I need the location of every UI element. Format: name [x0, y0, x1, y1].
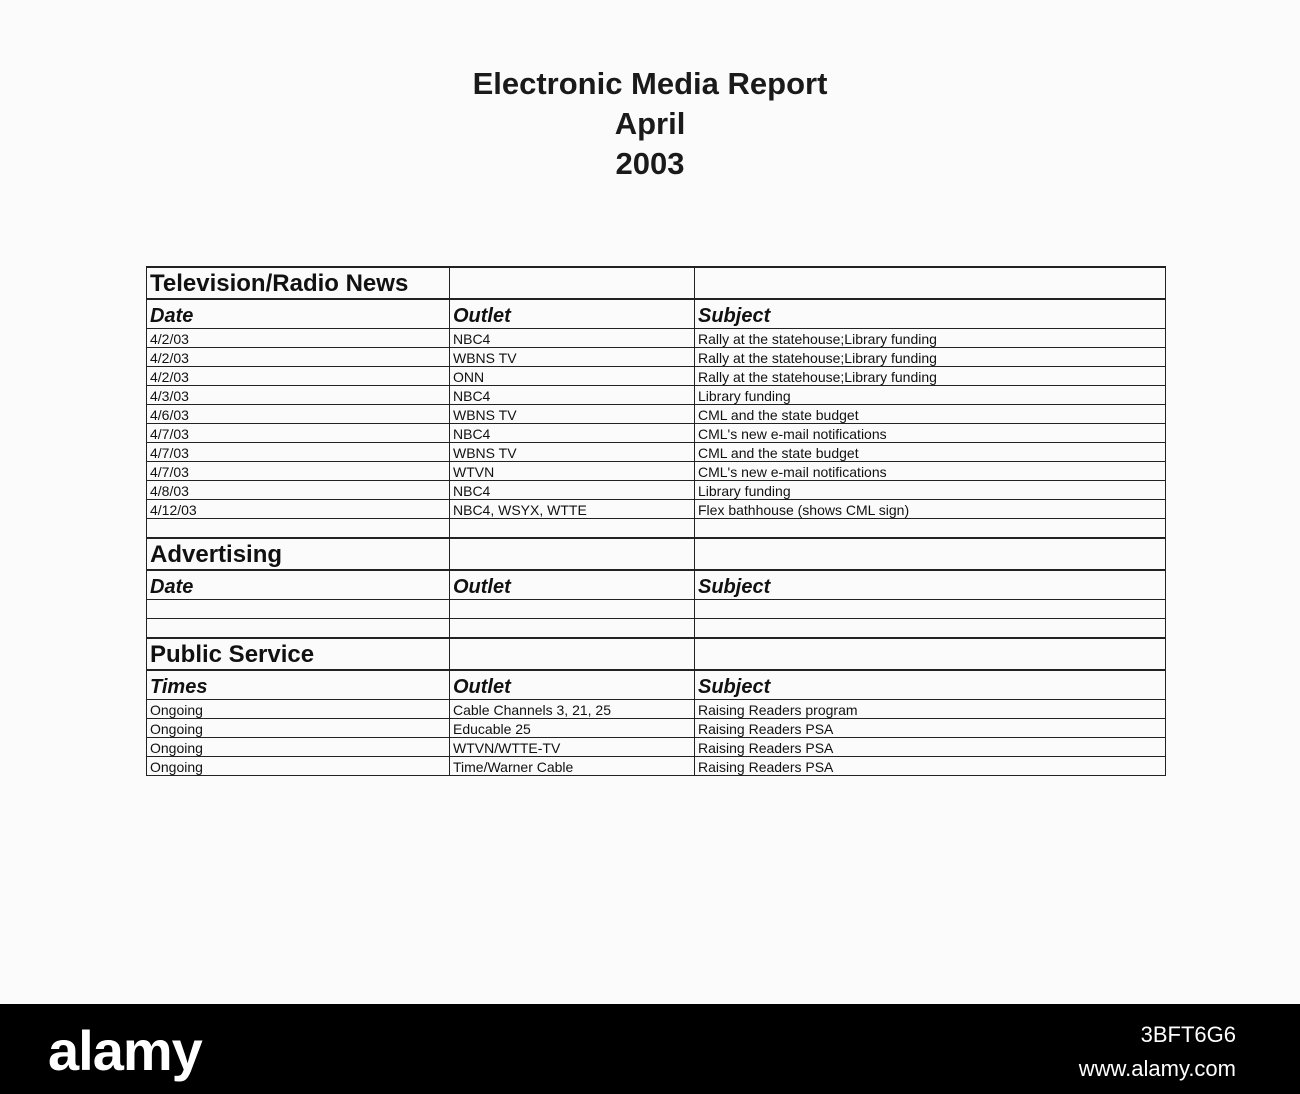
subject-cell: Rally at the statehouse;Library funding — [695, 329, 1166, 348]
empty-cell — [695, 519, 1166, 539]
empty-cell — [695, 267, 1166, 299]
report-title: Electronic Media Report — [472, 66, 828, 101]
empty-cell — [450, 538, 695, 570]
empty-cell — [450, 519, 695, 539]
subject-cell: CML and the state budget — [695, 405, 1166, 424]
table-row — [147, 719, 1166, 738]
date-cell: 4/7/03 — [147, 443, 450, 462]
table-row — [147, 424, 1166, 443]
date-cell: 4/2/03 — [147, 348, 450, 367]
stock-watermark-bar — [0, 1004, 1300, 1094]
outlet-cell: WTVN — [450, 462, 695, 481]
section-header-row — [147, 267, 1166, 299]
outlet-cell: NBC4, WSYX, WTTE — [450, 500, 695, 519]
table-row — [147, 367, 1166, 386]
empty-cell — [450, 638, 695, 670]
header-times: Times — [147, 670, 450, 700]
outlet-cell: WBNS TV — [450, 443, 695, 462]
empty-cell — [147, 519, 450, 539]
section-header-row — [147, 638, 1166, 670]
alamy-logo: alamy — [48, 1019, 202, 1082]
blank-row — [147, 600, 1166, 619]
outlet-cell: Time/Warner Cable — [450, 757, 695, 776]
subject-cell: Library funding — [695, 386, 1166, 405]
date-cell: 4/2/03 — [147, 367, 450, 386]
date-cell: 4/6/03 — [147, 405, 450, 424]
outlet-cell: ONN — [450, 367, 695, 386]
table-row — [147, 348, 1166, 367]
table-row — [147, 500, 1166, 519]
empty-cell — [450, 267, 695, 299]
outlet-cell: NBC4 — [450, 386, 695, 405]
report-year: 2003 — [615, 146, 685, 181]
empty-cell — [695, 638, 1166, 670]
subject-cell: Raising Readers PSA — [695, 757, 1166, 776]
outlet-cell: WBNS TV — [450, 348, 695, 367]
outlet-cell: NBC4 — [450, 329, 695, 348]
times-cell: Ongoing — [147, 738, 450, 757]
times-cell: Ongoing — [147, 757, 450, 776]
outlet-cell: WTVN/WTTE-TV — [450, 738, 695, 757]
table-row — [147, 443, 1166, 462]
header-subject: Subject — [695, 299, 1166, 329]
image-id-label: 3BFT6G6 — [1140, 1022, 1236, 1047]
blank-row — [147, 619, 1166, 639]
column-header-row — [147, 570, 1166, 600]
outlet-cell: Cable Channels 3, 21, 25 — [450, 700, 695, 719]
report-month: April — [614, 106, 686, 141]
empty-cell — [695, 538, 1166, 570]
subject-cell: Flex bathhouse (shows CML sign) — [695, 500, 1166, 519]
site-url-label: www.alamy.com — [1078, 1056, 1236, 1081]
section-header-row — [147, 538, 1166, 570]
subject-cell: Library funding — [695, 481, 1166, 500]
empty-cell — [450, 619, 695, 639]
table-row — [147, 481, 1166, 500]
table-row — [147, 757, 1166, 776]
header-date: Date — [147, 570, 450, 600]
header-outlet: Outlet — [450, 670, 695, 700]
subject-cell: Rally at the statehouse;Library funding — [695, 348, 1166, 367]
date-cell: 4/7/03 — [147, 424, 450, 443]
date-cell: 4/7/03 — [147, 462, 450, 481]
empty-cell — [147, 619, 450, 639]
header-outlet: Outlet — [450, 299, 695, 329]
outlet-cell: NBC4 — [450, 481, 695, 500]
section-title-tv-radio: Television/Radio News — [147, 267, 450, 299]
table-row — [147, 462, 1166, 481]
date-cell: 4/2/03 — [147, 329, 450, 348]
header-date: Date — [147, 299, 450, 329]
outlet-cell: WBNS TV — [450, 405, 695, 424]
subject-cell: CML's new e-mail notifications — [695, 424, 1166, 443]
date-cell: 4/12/03 — [147, 500, 450, 519]
subject-cell: Raising Readers program — [695, 700, 1166, 719]
header-outlet: Outlet — [450, 570, 695, 600]
column-header-row — [147, 670, 1166, 700]
outlet-cell: NBC4 — [450, 424, 695, 443]
subject-cell: CML and the state budget — [695, 443, 1166, 462]
table-row — [147, 738, 1166, 757]
times-cell: Ongoing — [147, 719, 450, 738]
subject-cell: CML's new e-mail notifications — [695, 462, 1166, 481]
date-cell: 4/8/03 — [147, 481, 450, 500]
header-subject: Subject — [695, 570, 1166, 600]
table-row — [147, 700, 1166, 719]
table-row — [147, 405, 1166, 424]
section-title-advertising: Advertising — [147, 538, 450, 570]
subject-cell: Rally at the statehouse;Library funding — [695, 367, 1166, 386]
empty-cell — [147, 600, 450, 619]
section-title-public-service: Public Service — [147, 638, 450, 670]
empty-cell — [450, 600, 695, 619]
column-header-row — [147, 299, 1166, 329]
media-report-table — [146, 266, 1166, 776]
table-row — [147, 386, 1166, 405]
header-subject: Subject — [695, 670, 1166, 700]
table-row — [147, 329, 1166, 348]
empty-cell — [695, 600, 1166, 619]
date-cell: 4/3/03 — [147, 386, 450, 405]
blank-row — [147, 519, 1166, 539]
times-cell: Ongoing — [147, 700, 450, 719]
outlet-cell: Educable 25 — [450, 719, 695, 738]
subject-cell: Raising Readers PSA — [695, 738, 1166, 757]
subject-cell: Raising Readers PSA — [695, 719, 1166, 738]
empty-cell — [695, 619, 1166, 639]
